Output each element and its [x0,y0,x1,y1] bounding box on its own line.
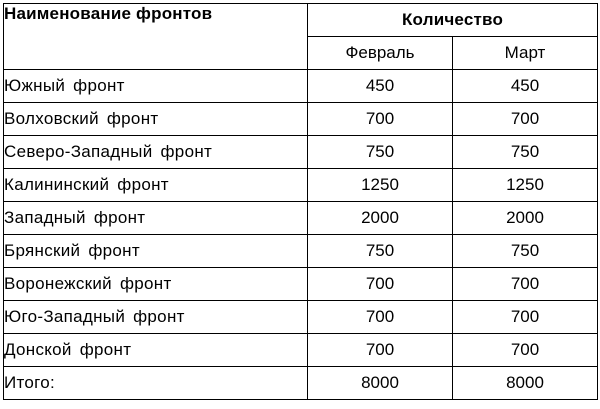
table-row [4,268,598,301]
table-row [4,334,598,367]
front-name: Воронежский фронт [4,268,308,301]
header-front-name: Наименование фронтов [4,4,308,70]
total-february: 8000 [308,367,453,400]
february-value: 750 [308,235,453,268]
front-name: Донской фронт [4,334,308,367]
table-row [4,301,598,334]
total-march: 8000 [453,367,598,400]
front-name: Брянский фронт [4,235,308,268]
table-row [4,202,598,235]
march-value: 750 [453,136,598,169]
table-row [4,70,598,103]
march-value: 2000 [453,202,598,235]
february-value: 750 [308,136,453,169]
march-value: 750 [453,235,598,268]
march-value: 700 [453,301,598,334]
february-value: 700 [308,334,453,367]
table-row [4,169,598,202]
front-name: Юго-Западный фронт [4,301,308,334]
february-value: 700 [308,301,453,334]
front-name: Западный фронт [4,202,308,235]
march-value: 700 [453,334,598,367]
total-row [4,367,598,400]
february-value: 2000 [308,202,453,235]
march-value: 450 [453,70,598,103]
front-name: Южный фронт [4,70,308,103]
march-value: 1250 [453,169,598,202]
front-name: Северо-Западный фронт [4,136,308,169]
header-row [4,4,598,37]
header-february: Февраль [308,37,453,70]
total-label: Итого: [4,367,308,400]
fronts-table [3,3,598,400]
february-value: 700 [308,103,453,136]
february-value: 700 [308,268,453,301]
march-value: 700 [453,103,598,136]
table-row [4,103,598,136]
header-quantity: Количество [308,4,598,37]
front-name: Волховский фронт [4,103,308,136]
header-march: Март [453,37,598,70]
table-row [4,235,598,268]
february-value: 450 [308,70,453,103]
march-value: 700 [453,268,598,301]
front-name: Калининский фронт [4,169,308,202]
table-row [4,136,598,169]
february-value: 1250 [308,169,453,202]
